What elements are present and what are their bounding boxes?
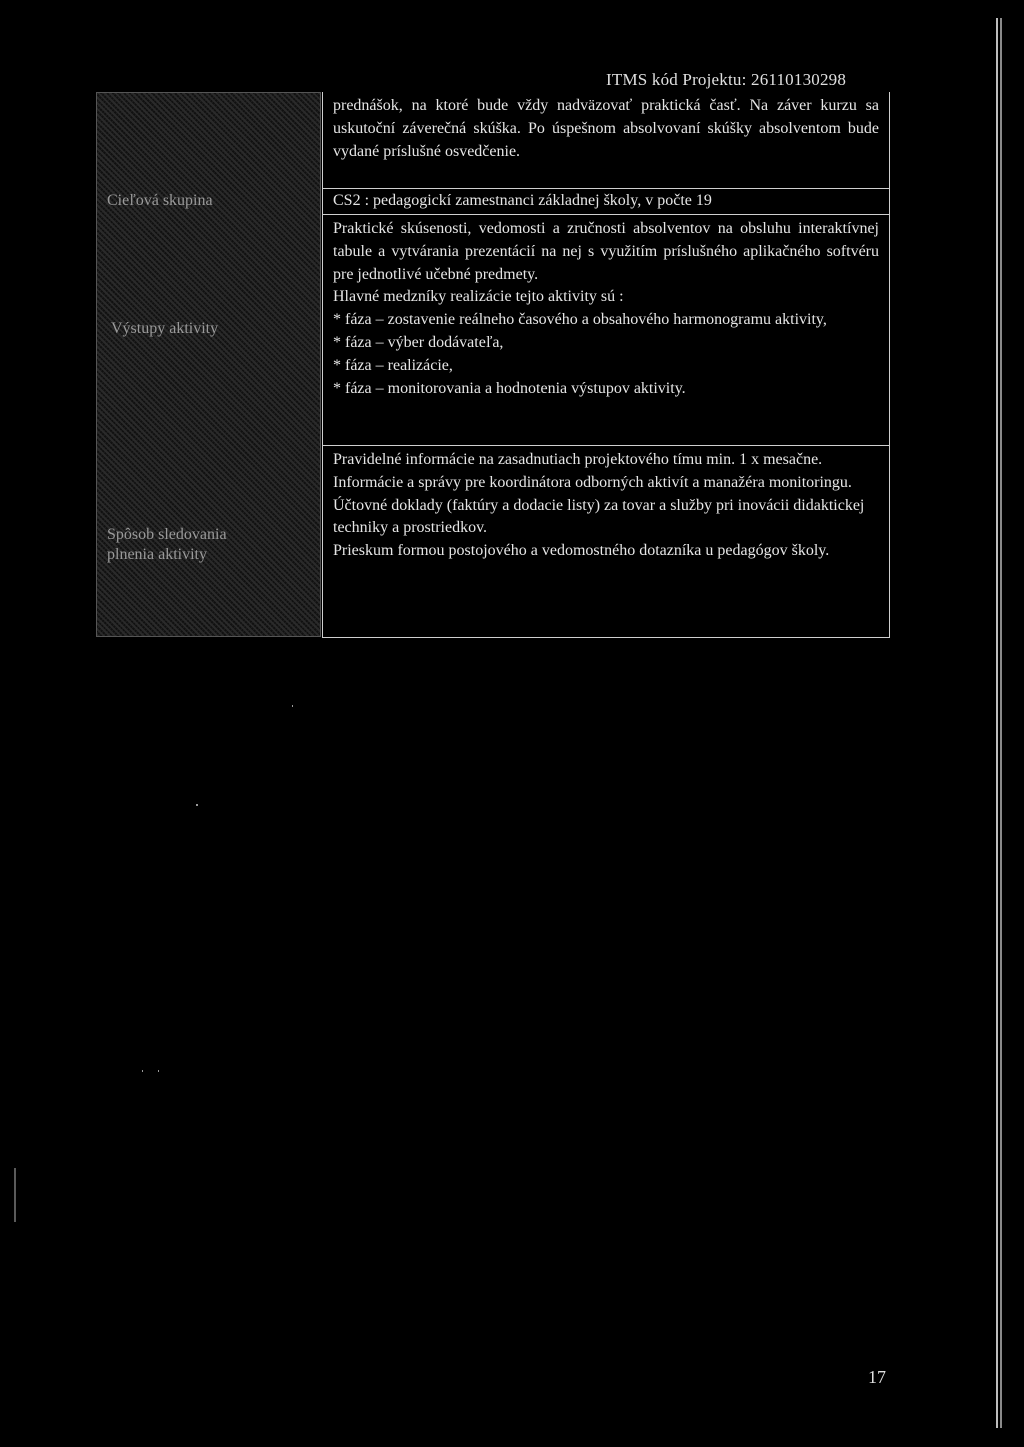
monitoring-line: Prieskum formou postojového a vedomostného dotazníka u pedagógov školy.: [333, 542, 830, 560]
monitoring-line: Informácie a správy pre koordinátora odborných aktivít a manažéra monitoringu.: [333, 473, 852, 491]
page-edge-rule: [996, 18, 1002, 1428]
scan-speck: [142, 1070, 143, 1072]
course-description-text: prednášok, na ktoré bude vždy nadväzovať praktická časť. Na záver kurzu sa uskutoční záverečná skúška. Po úspešnom absolvovaní skúšky absolventom bude vydané príslušné osvedčenie.: [333, 97, 879, 160]
outputs-line: Praktické skúsenosti, vedomosti a zručnosti absolventov na obsluhu interaktívnej tabule a vytvárania prezentácií na nej s využitím príslušného aplikačného softvéru pre jednotlivé učebné predmety.: [333, 220, 879, 283]
label-target-group: Cieľová skupina: [107, 192, 213, 209]
label-activity-outputs: Výstupy aktivity: [111, 320, 219, 337]
outputs-line: * fáza – výber dodávateľa,: [333, 333, 504, 351]
project-code: ITMS kód Projektu: 26110130298: [606, 70, 847, 89]
target-group-text: CS2 : pedagogickí zamestnanci základnej školy, v počte 19: [333, 192, 712, 209]
target-group-cell: [323, 188, 889, 214]
outputs-line: * fáza – monitorovania a hodnotenia výstupov aktivity.: [333, 379, 686, 397]
scan-speck: [14, 1168, 16, 1222]
page-number: 17: [868, 1367, 886, 1387]
scan-speck: [292, 705, 293, 707]
activity-outputs-cell: [323, 214, 889, 445]
scan-speck: [196, 804, 198, 806]
label-column: [96, 92, 321, 637]
outputs-line: Hlavné medzníky realizácie tejto aktivity sú :: [333, 288, 624, 306]
monitoring-cell: [323, 445, 889, 637]
course-description-cell: [323, 92, 889, 188]
monitoring-line: Účtovné doklady (faktúry a dodacie listy) za tovar a služby pri inovácii didaktickej techniky a prostriedkov.: [333, 496, 865, 537]
label-monitoring-method: Spôsob sledovania plnenia aktivity: [107, 526, 227, 563]
outputs-line: * fáza – zostavenie reálneho časového a obsahového harmonogramu aktivity,: [333, 311, 827, 329]
scan-speck: [158, 1070, 159, 1072]
outputs-line: * fáza – realizácie,: [333, 356, 453, 374]
activity-table: [322, 92, 890, 638]
monitoring-line: Pravidelné informácie na zasadnutiach projektového tímu min. 1 x mesačne.: [333, 451, 823, 468]
